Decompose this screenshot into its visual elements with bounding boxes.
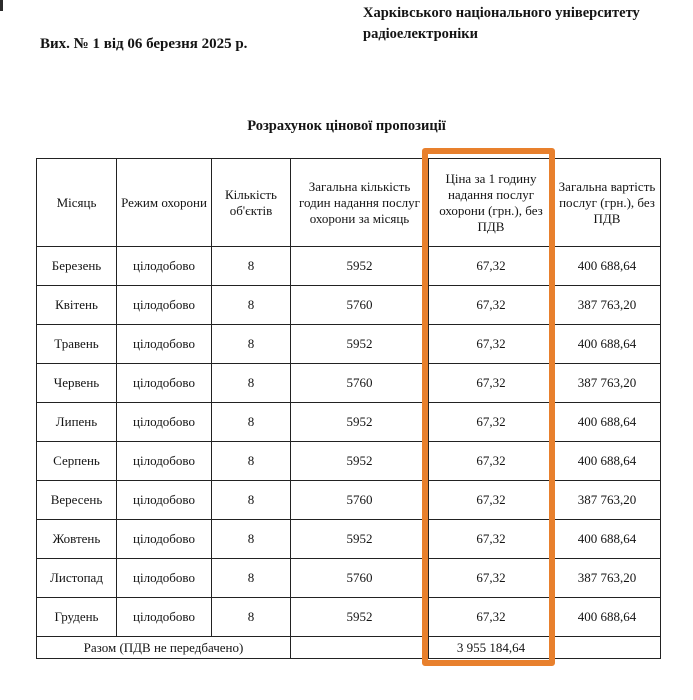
cell-month: Жовтень xyxy=(37,520,117,559)
table-row xyxy=(37,598,661,637)
footer-empty-total-cell xyxy=(554,637,661,659)
cell-objects: 8 xyxy=(212,520,291,559)
table-row xyxy=(37,481,661,520)
cell-mode: цілодобово xyxy=(117,364,212,403)
cell-hours: 5952 xyxy=(291,325,429,364)
cell-price_per_hour: 67,32 xyxy=(429,325,554,364)
table-row xyxy=(37,559,661,598)
cell-month: Червень xyxy=(37,364,117,403)
cell-hours: 5760 xyxy=(291,481,429,520)
cell-total_cost: 400 688,64 xyxy=(554,598,661,637)
letterhead-line-2: радіоелектроніки xyxy=(363,26,478,42)
outgoing-reference-line: Вих. № 1 від 06 березня 2025 р. xyxy=(40,36,248,52)
cell-objects: 8 xyxy=(212,286,291,325)
table-row xyxy=(37,364,661,403)
cell-mode: цілодобово xyxy=(117,403,212,442)
letterhead-recipient xyxy=(363,3,673,45)
cell-total_cost: 387 763,20 xyxy=(554,286,661,325)
cell-total_cost: 400 688,64 xyxy=(554,247,661,286)
cell-objects: 8 xyxy=(212,364,291,403)
cell-total_cost: 387 763,20 xyxy=(554,364,661,403)
cell-price_per_hour: 67,32 xyxy=(429,364,554,403)
column-header-total: Загальна вартість послуг (грн.), без ПДВ xyxy=(554,159,661,247)
cell-total_cost: 387 763,20 xyxy=(554,481,661,520)
cell-mode: цілодобово xyxy=(117,325,212,364)
cell-month: Липень xyxy=(37,403,117,442)
cell-objects: 8 xyxy=(212,403,291,442)
cell-month: Березень xyxy=(37,247,117,286)
column-header-mode: Режим охорони xyxy=(117,159,212,247)
table-row xyxy=(37,403,661,442)
table-footer-row xyxy=(37,637,661,659)
cell-mode: цілодобово xyxy=(117,442,212,481)
cell-mode: цілодобово xyxy=(117,559,212,598)
table-row xyxy=(37,286,661,325)
cell-mode: цілодобово xyxy=(117,286,212,325)
table-row xyxy=(37,442,661,481)
cell-hours: 5952 xyxy=(291,247,429,286)
cell-price_per_hour: 67,32 xyxy=(429,442,554,481)
cell-price_per_hour: 67,32 xyxy=(429,403,554,442)
column-header-hours: Загальна кількість годин надання послуг охорони за місяць xyxy=(291,159,429,247)
cell-mode: цілодобово xyxy=(117,520,212,559)
cell-total_cost: 387 763,20 xyxy=(554,559,661,598)
column-header-objects: Кількість об'єктів xyxy=(212,159,291,247)
cell-price_per_hour: 67,32 xyxy=(429,286,554,325)
table-row xyxy=(37,325,661,364)
cell-hours: 5760 xyxy=(291,286,429,325)
letterhead-line-1: Харківського національного університету xyxy=(363,5,640,21)
cell-objects: 8 xyxy=(212,325,291,364)
column-header-month: Місяць xyxy=(37,159,117,247)
cell-mode: цілодобово xyxy=(117,481,212,520)
cell-total_cost: 400 688,64 xyxy=(554,442,661,481)
cell-month: Вересень xyxy=(37,481,117,520)
document-title: Розрахунок цінової пропозиції xyxy=(247,118,446,134)
cell-price_per_hour: 67,32 xyxy=(429,520,554,559)
corner-artifact-mark xyxy=(0,0,3,11)
footer-empty-hours-cell xyxy=(291,637,429,659)
price-calculation-table xyxy=(36,158,661,659)
cell-hours: 5952 xyxy=(291,598,429,637)
cell-month: Листопад xyxy=(37,559,117,598)
table-row xyxy=(37,520,661,559)
cell-hours: 5952 xyxy=(291,520,429,559)
footer-grand-total: 3 955 184,64 xyxy=(429,637,554,659)
cell-hours: 5952 xyxy=(291,403,429,442)
table-body xyxy=(37,247,661,637)
cell-objects: 8 xyxy=(212,598,291,637)
cell-total_cost: 400 688,64 xyxy=(554,325,661,364)
table-footer xyxy=(37,637,661,659)
cell-objects: 8 xyxy=(212,247,291,286)
footer-total-label: Разом (ПДВ не передбачено) xyxy=(37,637,291,659)
cell-total_cost: 400 688,64 xyxy=(554,403,661,442)
cell-hours: 5760 xyxy=(291,364,429,403)
cell-month: Травень xyxy=(37,325,117,364)
cell-price_per_hour: 67,32 xyxy=(429,598,554,637)
table-row xyxy=(37,247,661,286)
cell-objects: 8 xyxy=(212,442,291,481)
cell-objects: 8 xyxy=(212,559,291,598)
cell-price_per_hour: 67,32 xyxy=(429,481,554,520)
table-header xyxy=(37,159,661,247)
cell-price_per_hour: 67,32 xyxy=(429,247,554,286)
column-header-price: Ціна за 1 годину надання послуг охорони (грн.), без ПДВ xyxy=(429,159,554,247)
cell-mode: цілодобово xyxy=(117,247,212,286)
cell-month: Серпень xyxy=(37,442,117,481)
table-header-row xyxy=(37,159,661,247)
cell-hours: 5760 xyxy=(291,559,429,598)
cell-total_cost: 400 688,64 xyxy=(554,520,661,559)
cell-mode: цілодобово xyxy=(117,598,212,637)
cell-hours: 5952 xyxy=(291,442,429,481)
cell-price_per_hour: 67,32 xyxy=(429,559,554,598)
cell-objects: 8 xyxy=(212,481,291,520)
cell-month: Грудень xyxy=(37,598,117,637)
cell-month: Квітень xyxy=(37,286,117,325)
